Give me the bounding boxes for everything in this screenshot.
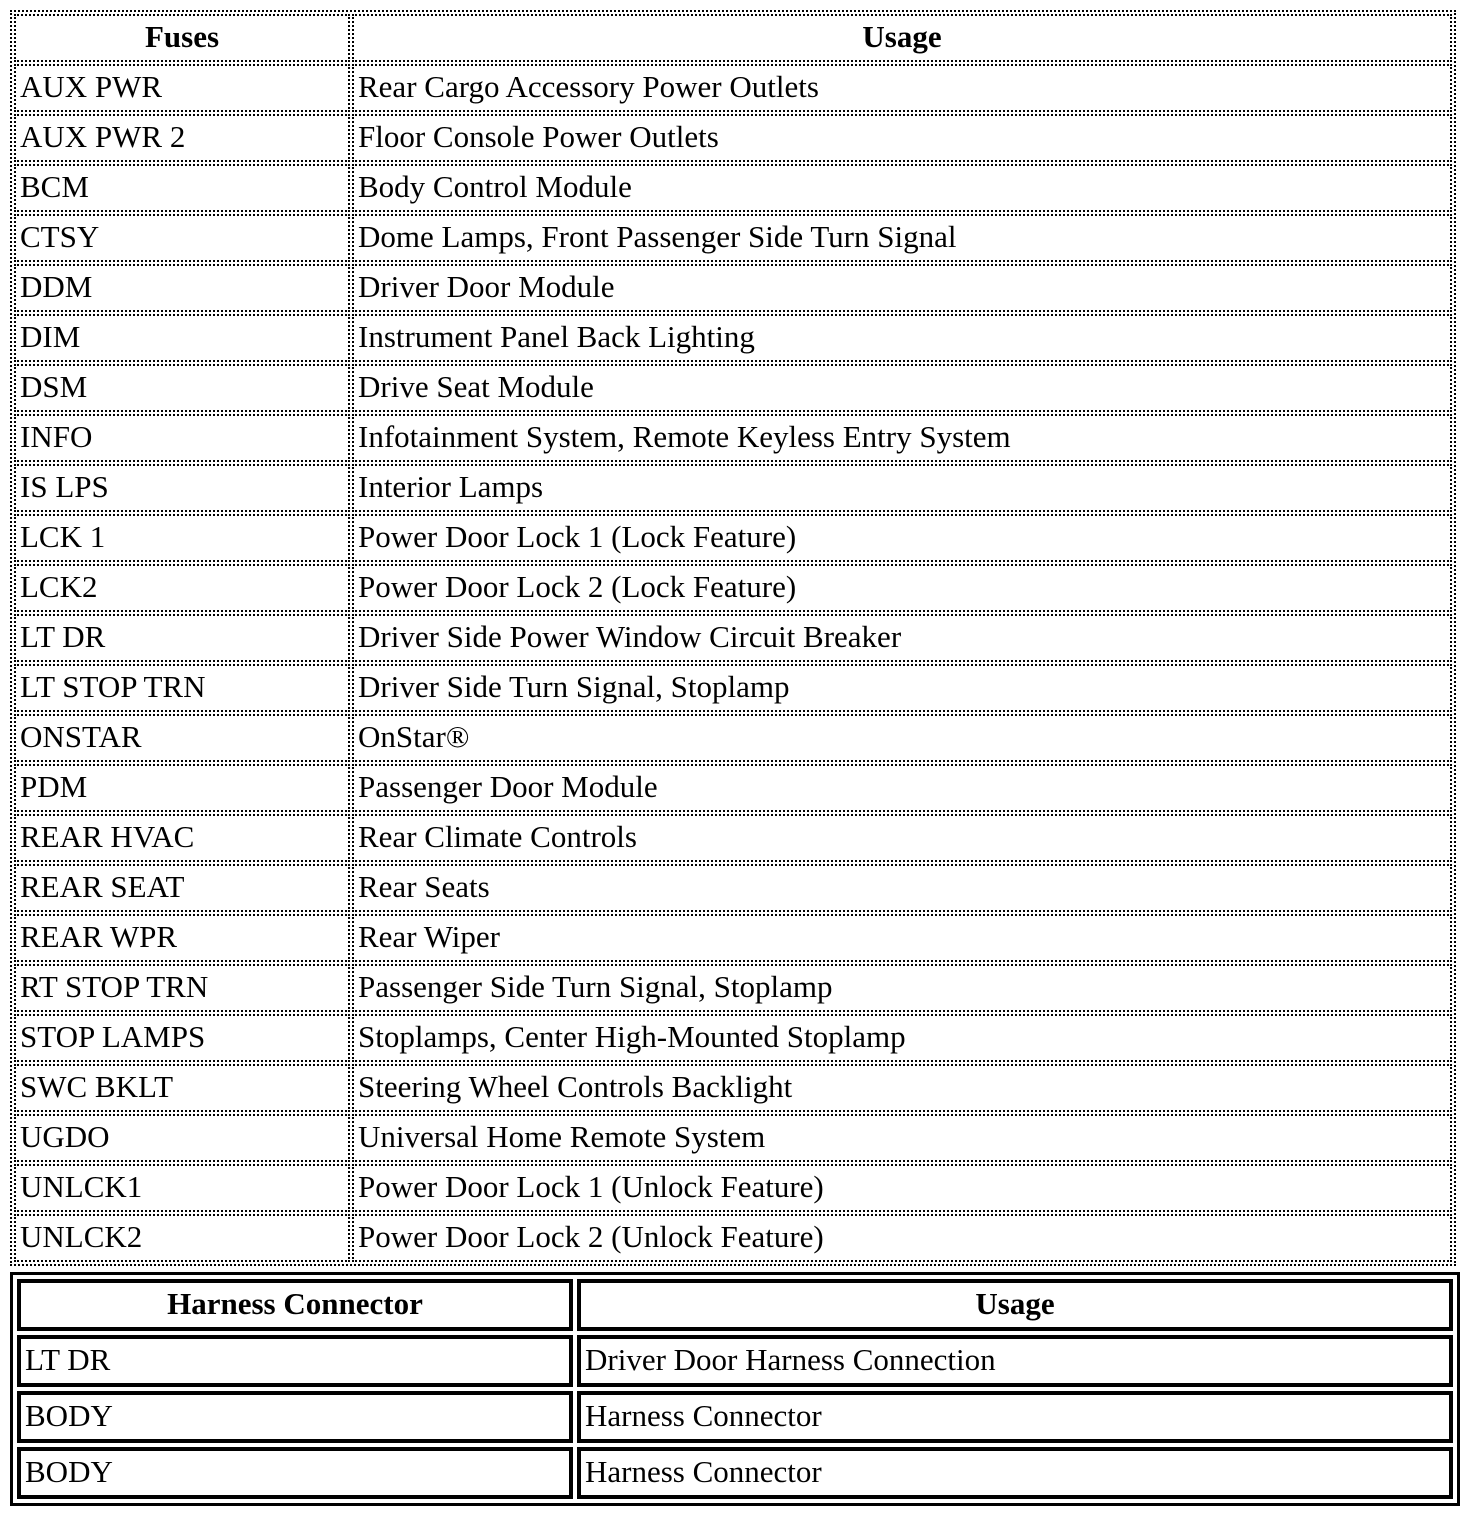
fuse-name-cell: AUX PWR bbox=[14, 64, 350, 112]
harness-table-body bbox=[17, 1335, 1453, 1499]
fuse-usage-cell: Power Door Lock 2 (Unlock Feature) bbox=[352, 1214, 1452, 1262]
fuse-row bbox=[14, 564, 1452, 612]
connector-name-cell: BODY bbox=[17, 1391, 573, 1443]
fuse-usage-cell: Power Door Lock 2 (Lock Feature) bbox=[352, 564, 1452, 612]
fuse-name-cell: REAR HVAC bbox=[14, 814, 350, 862]
fuse-usage-cell: Power Door Lock 1 (Lock Feature) bbox=[352, 514, 1452, 562]
fuse-usage-cell: Universal Home Remote System bbox=[352, 1114, 1452, 1162]
fuse-row bbox=[14, 814, 1452, 862]
connector-name-cell: BODY bbox=[17, 1447, 573, 1499]
connector-usage-cell: Harness Connector bbox=[577, 1447, 1453, 1499]
fuse-name-cell: INFO bbox=[14, 414, 350, 462]
fuse-row bbox=[14, 764, 1452, 812]
fuse-usage-cell: Passenger Door Module bbox=[352, 764, 1452, 812]
fuse-row bbox=[14, 364, 1452, 412]
fuse-usage-cell: Drive Seat Module bbox=[352, 364, 1452, 412]
fuse-row bbox=[14, 114, 1452, 162]
fuse-name-cell: UGDO bbox=[14, 1114, 350, 1162]
fuse-name-cell: LCK2 bbox=[14, 564, 350, 612]
fuse-usage-cell: Stoplamps, Center High-Mounted Stoplamp bbox=[352, 1014, 1452, 1062]
fuse-table-body bbox=[14, 64, 1452, 1262]
fuse-usage-cell: Rear Cargo Accessory Power Outlets bbox=[352, 64, 1452, 112]
fuse-row bbox=[14, 914, 1452, 962]
fuse-usage-cell: Body Control Module bbox=[352, 164, 1452, 212]
fuse-usage-cell: Instrument Panel Back Lighting bbox=[352, 314, 1452, 362]
fuse-name-cell: SWC BKLT bbox=[14, 1064, 350, 1112]
fuse-name-cell: LT STOP TRN bbox=[14, 664, 350, 712]
fuse-row bbox=[14, 314, 1452, 362]
fuse-table-header-fuses: Fuses bbox=[14, 14, 350, 62]
fuse-row bbox=[14, 64, 1452, 112]
fuse-row bbox=[14, 214, 1452, 262]
fuse-table-header-row bbox=[14, 14, 1452, 62]
fuse-row bbox=[14, 864, 1452, 912]
fuse-name-cell: LCK 1 bbox=[14, 514, 350, 562]
fuse-usage-cell: Rear Seats bbox=[352, 864, 1452, 912]
fuse-row bbox=[14, 614, 1452, 662]
fuse-name-cell: PDM bbox=[14, 764, 350, 812]
fuse-row bbox=[14, 1014, 1452, 1062]
fuse-row bbox=[14, 964, 1452, 1012]
fuse-name-cell: LT DR bbox=[14, 614, 350, 662]
fuse-row bbox=[14, 514, 1452, 562]
connector-usage-cell: Harness Connector bbox=[577, 1391, 1453, 1443]
fuse-usage-cell: Rear Climate Controls bbox=[352, 814, 1452, 862]
harness-row bbox=[17, 1335, 1453, 1387]
fuse-name-cell: REAR SEAT bbox=[14, 864, 350, 912]
fuse-name-cell: DDM bbox=[14, 264, 350, 312]
harness-table-header-connector: Harness Connector bbox=[17, 1279, 573, 1331]
fuse-row bbox=[14, 714, 1452, 762]
fuse-table bbox=[10, 10, 1456, 1266]
fuse-usage-cell: Rear Wiper bbox=[352, 914, 1452, 962]
fuse-usage-cell: Floor Console Power Outlets bbox=[352, 114, 1452, 162]
fuse-table-header-usage: Usage bbox=[352, 14, 1452, 62]
fuse-row bbox=[14, 1214, 1452, 1262]
fuse-row bbox=[14, 464, 1452, 512]
fuse-usage-cell: Dome Lamps, Front Passenger Side Turn Signal bbox=[352, 214, 1452, 262]
fuse-row bbox=[14, 664, 1452, 712]
connector-name-cell: LT DR bbox=[17, 1335, 573, 1387]
fuse-row bbox=[14, 1164, 1452, 1212]
fuse-row bbox=[14, 1064, 1452, 1112]
harness-table-header-usage: Usage bbox=[577, 1279, 1453, 1331]
fuse-usage-cell: OnStar® bbox=[352, 714, 1452, 762]
fuse-name-cell: STOP LAMPS bbox=[14, 1014, 350, 1062]
fuse-name-cell: REAR WPR bbox=[14, 914, 350, 962]
connector-usage-cell: Driver Door Harness Connection bbox=[577, 1335, 1453, 1387]
fuse-row bbox=[14, 264, 1452, 312]
fuse-name-cell: CTSY bbox=[14, 214, 350, 262]
harness-row bbox=[17, 1447, 1453, 1499]
fuse-name-cell: BCM bbox=[14, 164, 350, 212]
fuse-name-cell: UNLCK2 bbox=[14, 1214, 350, 1262]
fuse-name-cell: RT STOP TRN bbox=[14, 964, 350, 1012]
fuse-name-cell: ONSTAR bbox=[14, 714, 350, 762]
harness-connector-table bbox=[10, 1272, 1460, 1506]
harness-row bbox=[17, 1391, 1453, 1443]
fuse-name-cell: IS LPS bbox=[14, 464, 350, 512]
fuse-usage-cell: Power Door Lock 1 (Unlock Feature) bbox=[352, 1164, 1452, 1212]
fuse-usage-cell: Passenger Side Turn Signal, Stoplamp bbox=[352, 964, 1452, 1012]
harness-table-header-row bbox=[17, 1279, 1453, 1331]
fuse-row bbox=[14, 164, 1452, 212]
fuse-name-cell: DIM bbox=[14, 314, 350, 362]
fuse-usage-cell: Driver Door Module bbox=[352, 264, 1452, 312]
fuse-usage-cell: Driver Side Turn Signal, Stoplamp bbox=[352, 664, 1452, 712]
fuse-usage-cell: Interior Lamps bbox=[352, 464, 1452, 512]
fuse-row bbox=[14, 1114, 1452, 1162]
fuse-usage-cell: Steering Wheel Controls Backlight bbox=[352, 1064, 1452, 1112]
fuse-name-cell: DSM bbox=[14, 364, 350, 412]
fuse-name-cell: AUX PWR 2 bbox=[14, 114, 350, 162]
fuse-usage-cell: Driver Side Power Window Circuit Breaker bbox=[352, 614, 1452, 662]
fuse-row bbox=[14, 414, 1452, 462]
fuse-usage-cell: Infotainment System, Remote Keyless Entry System bbox=[352, 414, 1452, 462]
fuse-name-cell: UNLCK1 bbox=[14, 1164, 350, 1212]
